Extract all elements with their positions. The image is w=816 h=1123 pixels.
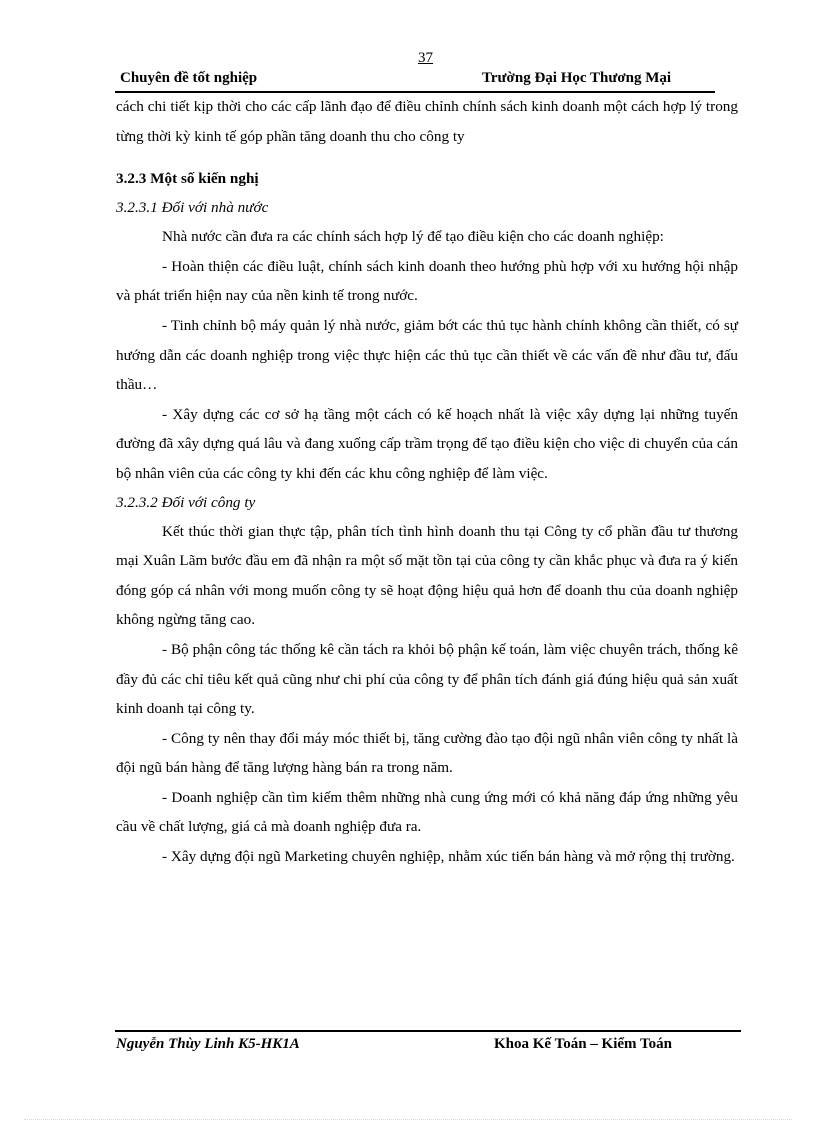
- footer-author: Nguyễn Thùy Linh K5-HK1A: [116, 1036, 300, 1052]
- company-intro-paragraph: Kết thúc thời gian thực tập, phân tích tình hình doanh thu tại Công ty cổ phần đầu tư thương mại Xuân Lãm bước đầu em đã nhận ra một số mặt tồn tại của công ty cần khắc phục và đưa ra ý kiến đóng góp cá nhân với mong muốn công ty sẽ hoạt động hiệu quả hơn để doanh thu của doanh nghiệp không ngừng tăng cao.: [116, 522, 738, 629]
- page-bottom-border: [24, 1119, 792, 1120]
- page-number: 37: [418, 50, 433, 66]
- continued-paragraph: cách chi tiết kịp thời cho các cấp lãnh đạo để điều chỉnh chính sách kinh doanh một cách hợp lý trong từng thời kỳ kinh tế góp phần tăng doanh thu cho công ty: [116, 98, 738, 145]
- document-body: [116, 92, 738, 872]
- subsection-heading-state: 3.2.3.1 Đối với nhà nước: [116, 199, 269, 217]
- state-recommendation-item: - Xây dựng các cơ sở hạ tầng một cách có kế hoạch nhất là việc xây dựng lại những tuyến đường đã xây dựng quá lâu và đang xuống cấp trầm trọng để tạo điều kiện cho việc di chuyển của cán bộ nhân viên của các công ty khi đến các khu công nghiệp để làm việc.: [116, 405, 738, 482]
- company-recommendation-item: - Công ty nên thay đổi máy móc thiết bị, tăng cường đào tạo đội ngũ nhân viên công ty nhất là đội ngũ bán hàng để tăng lượng hàng bán ra trong năm.: [116, 729, 738, 777]
- company-recommendation-item: - Xây dựng đội ngũ Marketing chuyên nghiệp, nhằm xúc tiến bán hàng và mở rộng thị trường.: [162, 848, 735, 866]
- footer-faculty: Khoa Kế Toán – Kiểm Toán: [494, 1036, 672, 1052]
- state-recommendation-item: - Hoàn thiện các điều luật, chính sách kinh doanh theo hướng phù hợp với xu hướng hội nhập và phát triển hiện nay của nền kinh tế trong nước.: [116, 257, 738, 305]
- subsection-heading-company: 3.2.3.2 Đối với công ty: [116, 493, 256, 511]
- state-intro-paragraph: Nhà nước cần đưa ra các chính sách hợp lý để tạo điều kiện cho các doanh nghiệp:: [162, 228, 664, 246]
- company-recommendation-item: - Doanh nghiệp cần tìm kiếm thêm những nhà cung ứng mới có khả năng đáp ứng những yêu cầu về chất lượng, giá cả mà doanh nghiệp đưa ra.: [116, 788, 738, 836]
- state-recommendation-item: - Tinh chỉnh bộ máy quản lý nhà nước, giảm bớt các thủ tục hành chính không cần thiết, có sự hướng dẫn các doanh nghiệp trong việc thực hiện các thủ tục cần thiết về các vấn đề như đầu tư, đấu thầu…: [116, 316, 738, 394]
- section-heading-3-2-3: 3.2.3 Một số kiến nghị: [116, 170, 259, 188]
- footer-divider: [115, 1030, 741, 1032]
- company-recommendation-item: - Bộ phận công tác thống kê cần tách ra khỏi bộ phận kế toán, làm việc chuyên trách, thống kê đầy đủ các chỉ tiêu kết quả cũng như chi phí của công ty để phân tích đánh giá đúng hiệu quả sản xuất kinh doanh tại công ty.: [116, 640, 738, 718]
- header-document-type: Chuyên đề tốt nghiệp: [120, 70, 258, 86]
- header-university: Trường Đại Học Thương Mại: [482, 70, 672, 86]
